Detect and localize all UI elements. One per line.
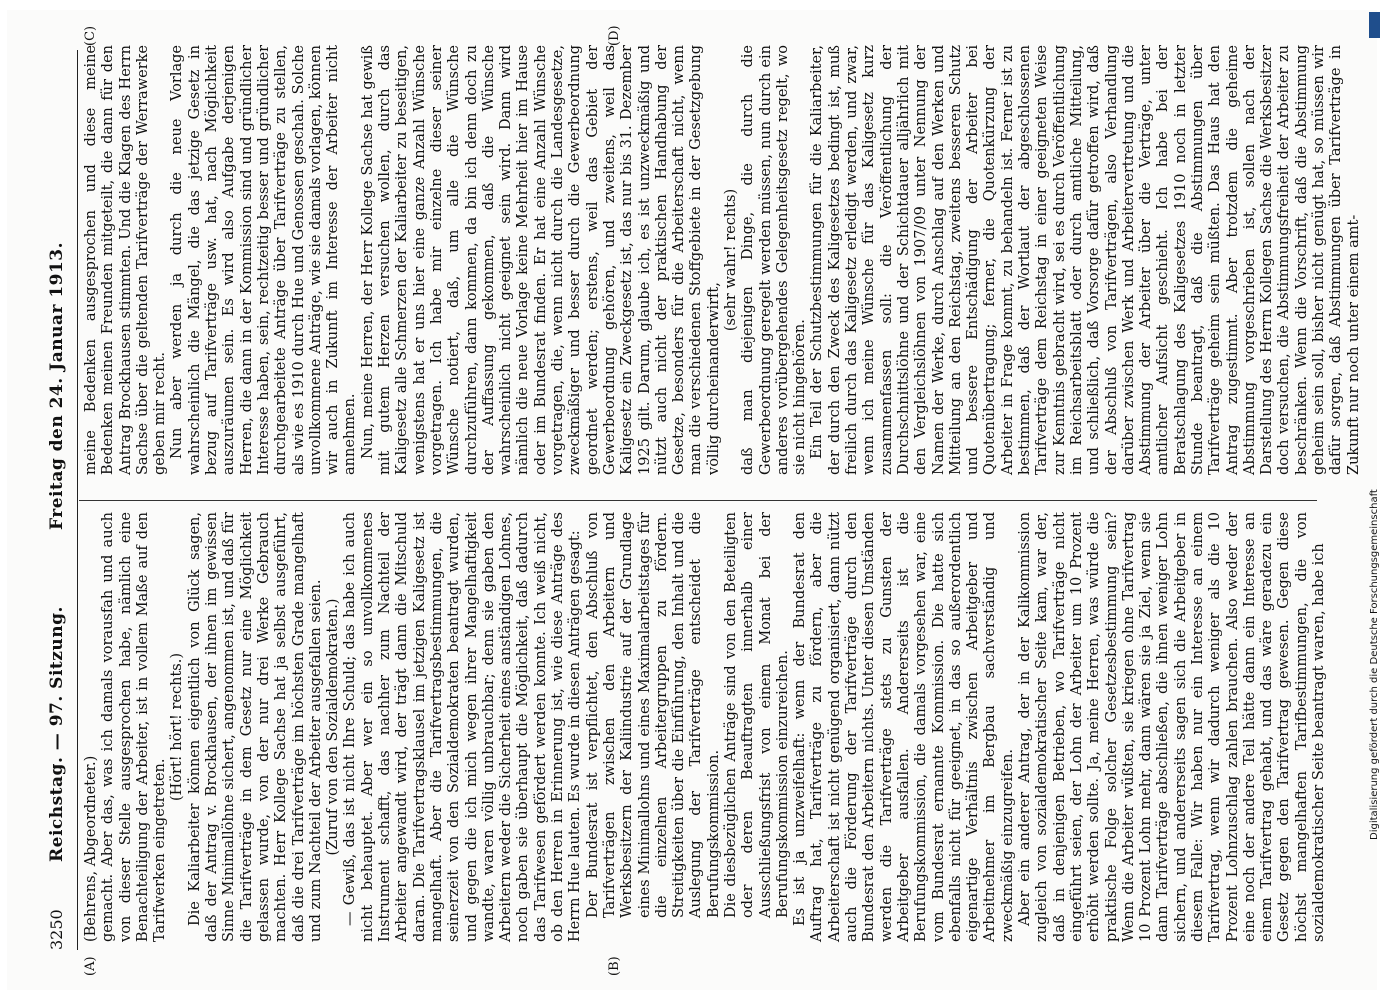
right-text-column [83,45,1363,475]
paragraph: Die Kaliarbeiter können eigentlich von Glück sagen, daß der Antrag v. Brockhausen, der ihnen im gewissen Sinne Minimallöhne sichert, angenommen ist, und daß für die Tarifverträge in dem Gesetz nur eine Möglichkeit gelassen wurde, von der nur drei Werke Gebrauch machten. Herr Kollege Sachse hat ja selbst ausgeführt, daß die drei Tarifverträge im höchsten Grade mangelhaft und zum Nachteil der Arbeiter ausgefallen seien. [186,512,324,942]
digitization-credit: Digitalisierung gefördert durch die Deutsche Forschungsgemeinschaft [1369,489,1380,840]
paragraph: Aber ein anderer Antrag, der in der Kalikommission zugleich von sozialdemokratischer Seite kam, war der, daß in denjenigen Betrieben, wo Tarifverträge nicht eingeführt seien, der Lohn der Arbeiter um 10 Prozent erhöht werden sollte. Ja, meine Herren, was würde die praktische Folge solcher Gesetzesbestimmung sein? Wenn die Arbeiter wüßten, sie kriegen ohne Tarifvertrag 10 Prozent Lohn mehr, dann wären sie ja Ziel, wenn sie dann Tarifverträge abschließen, die ihnen weniger Lohn sichern, und andererseits sagen sich die Arbeitgeber in diesem Falle: Wir haben nur ein Interesse an einem Tarifvertrag, wenn wir dadurch weniger als die 10 Prozent Lohnzuschlag zahlen brauchen. Also weder der eine noch der andere Teil hätte dann ein Interesse an einem Tarifvertrag gehabt, und das wäre geradezu ein Gesetz gegen den Tarifvertrag gewesen. Gegen diese höchst mangelhaften Tarifbestimmungen, die von sozialdemokratischer Seite beantragt waren, habe ich [1016,512,1327,942]
paragraph: Der Bundesrat ist verpflichtet, den Abschluß von Tarifverträgen zwischen den Arbeitern und Werksbesitzern der Kaliindustrie auf der Grundlage eines Minimallohns und eines Maximalarbeitstages für die einzelnen Arbeitergruppen zu fördern. Streitigkeiten über die Einführung, den Inhalt und die Auslegung der Tarifverträge entscheidet die Berufungskommission. [584,512,722,918]
paragraph: (Zuruf von den Sozialdemokraten.) [324,598,341,856]
margin-marker-a: (A) [82,956,98,976]
paragraph: Die diesbezüglichen Anträge sind von den Beteiligten oder deren Beauftragten innerhalb einer Ausschließungsfrist von einem Monat bei der Berufungskommission einzureichen. [722,512,791,918]
column-divider [79,500,1317,501]
paragraph: Ein Teil der Schutzbestimmungen für die Kaliarbeiter, der durch den Zweck des Kaligesetzes bedingt ist, muß freilich durch das Kaligesetz erledigt werden, und zwar, wenn ich meine Wünsche für das Kaligesetz kurz zusammenfassen soll: die Veröffentlichung der Durchschnittslöhne und der Schichtdauer alljährlich mit den Vergleichslöhnen von 1907/09 unter Nennung der Namen der Werke, durch Anschlag auf den Werken und Mitteilung an den Reichstag, zweitens besseren Schutz und bessere Entschädigung der Arbeiter bei Quotenübertragung; ferner, die Quotenkürzung der Arbeiter in Frage kommt, zu behandeln ist. Ferner ist zu bestimmen, daß der Wortlaut der abgeschlossenen Tarifverträge dem Reichstag in einer geeigneten Weise zur Kenntnis gebracht wird, sei es durch Veröffentlichung im Reichsarbeitsblatt oder durch amtliche Mitteilung, und schließlich, daß Vorsorge dafür getroffen wird, daß der Abschluß von Tarifverträgen, also Verhandlung darüber zwischen Werk und Arbeitervertretung und die Abstimmung der Arbeiter über die Verträge, unter amtlicher Aufsicht geschieht. Ich habe bei der Beratschlagung des Kaligesetzes 1910 noch in letzter Stunde beantragt, daß die Abstimmungen über Tarifverträge geheim sein müßten. Das Haus hat den Antrag zugestimmt. Aber trotzdem die geheime Abstimmung vorgeschrieben ist, sollen nach der Darstellung des Herrn Kollegen Sachse die Werksbesitzer doch versuchen, die Abstimmungsfreiheit der Arbeiter zu beschränken. Wenn die Vorschrift, daß die Abstimmung geheim sein soll, bisher nicht genügt hat, so müssen wir dafür sorgen, daß Abstimmungen über Tarifverträge in Zukunft nur noch unter einem amt- [808,45,1362,475]
document-page [7,10,1377,990]
left-text-column [83,512,1328,942]
header-left-title: Reichstag. — 97. Sitzung. [46,606,67,862]
header-rule [77,50,78,950]
paragraph: meine Bedenken ausgesprochen und diese meine Bedenken meinen Freunden mitgeteilt, die dann für den Antrag Brockhausen stimmten. Und die Klagen des Herrn Sachse über die geltenden Tarifverträge der Werrawerke geben mir recht. [82,45,168,475]
paragraph: Es ist ja unzweifelhaft: wenn der Bundesrat den Auftrag hat, Tarifverträge zu fördern, aber die Arbeiterschaft ist nicht genügend organisiert, dann nützt auch die Förderung der Tarifverträge durch den Bundesrat den Arbeitern nichts. Unter diesen Umständen werden die Tarifverträge stets zu Gunsten der Arbeitgeber ausfallen. Andererseits ist die Berufungskommission, die damals vorgesehen war, eine vom Bundesrat ernannte Kommission. Die hatte sich ebenfalls nicht für geeignet, in das so außerordentlich eigenartige Verhältnis zwischen Arbeitgeber und Arbeitnehmer im Bergbau sachverständig und zweckmäßig einzugreifen. [791,512,1016,942]
margin-marker-d: (D) [606,25,622,46]
page-number: 3250 [46,909,66,950]
paragraph: (Hört! hört! rechts.) [168,653,185,801]
paragraph: Nun, meine Herren, der Herr Kollege Sachse hat gewiß mit gutem Herzen versuchen wollen, durch das Kaligesetz alle Schmerzen der Kaliarbeiter zu beseitigen, wenigstens hat er uns hier eine ganze Anzahl Wünsche vorgetragen. Ich habe mir einzelne dieser seiner Wünsche notiert, daß, um alle die Wünsche durchzuführen, dann kommen, da bin ich denn doch zu der Auffassung gekommen, daß die Wünsche wahrscheinlich nicht geeignet sein wird. Dann wird nämlich die neue Vorlage keine Mehrheit hier im Hause oder im Bundesrat finden. Er hat eine Anzahl Wünsche vorgetragen, die, wenn nicht durch die Landesgesetze, zweckmäßiger und besser durch die Gewerbeordnung geordnet werden; erstens, weil das Gebiet der Gewerbeordnung gehören, und zweitens, weil das Kaligesetz ein Zweckgesetz ist, das nur bis 31. Dezember 1925 gilt. Darum, glaube ich, es ist unzweckmäßig und nützt auch nicht der praktischen Handhabung der Gesetze, besonders für die Arbeiterschaft nicht, wenn man die verschiedenen Stoffgebiete in der Gesetzgebung völlig durcheinanderwirft, [359,45,722,475]
paragraph: (Behrens, Abgeordneter.) [82,755,99,942]
paragraph: daß man diejenigen Dinge, die durch die Gewerbeordnung geregelt werden müssen, nun durch ein anderes vorübergehendes Gelegenheitsgesetz regelt, wo sie nicht hingehören. [739,45,808,475]
running-header [47,50,73,950]
header-right-date: Freitag den 24. Januar 1913. [46,241,67,530]
margin-marker-c: (C) [82,25,98,46]
paragraph: Nun aber werden ja durch die neue Vorlage wahrscheinlich die Mängel, die das jetzige Gesetz in bezug auf Tarifverträge usw. hat, nach Möglichkeit auszuräumen sein. Es wird also Aufgabe derjenigen Herren, die dann in der Kommission sind und gründlicher Interesse haben, sein, rechtzeitig besser und gründlicher durchgearbeitete Anträge über Tarifverträge zu stellen, als wie es 1910 durch Hue und Genossen geschah. Solche unvollkommene Anträge, wie sie damals vorlagen, können wir auch in Zukunft im Interesse der Arbeiter nicht annehmen. [168,45,358,475]
paragraph: — Gewiß, das ist nicht Ihre Schuld; das habe ich auch nicht behauptet. Aber wer ein so unvollkommenes Instrument schafft, das nachher zum Nachteil der Arbeiter angewandt wird, der trägt dann die Mitschuld daran. Die Tarifvertragsklausel im jetzigen Kaligesetz ist mangelhaft. Aber die Tarifvertragsbestimmungen, die seinerzeit von den Sozialdemokraten beantragt wurden, und gegen die ich mich wegen ihrer Mangelhaftigkeit wandte, waren völlig unbrauchbar; denn sie gaben den Arbeitern weder die Sicherheit eines anständigen Lohnes, noch gaben sie überhaupt die Möglichkeit, daß dadurch das Tarifwesen gefördert werden konnte. Ich weiß nicht, ob den Herren in Erinnerung ist, wie diese Anträge des Herrn Hue lauten. Es wurde in diesen Anträgen gesagt: [341,512,583,942]
paragraph: (sehr wahr! rechts) [722,188,739,332]
paragraph: gemacht. Aber das, was ich damals vorausfah und auch von dieser Stelle ausgesprochen habe, nämlich eine Benachteiligung der Arbeiter, ist in vollem Maße auf den Tarifwerken eingetreten. [99,512,168,942]
margin-marker-b: (B) [606,956,622,976]
dfg-logo [1369,12,1380,38]
